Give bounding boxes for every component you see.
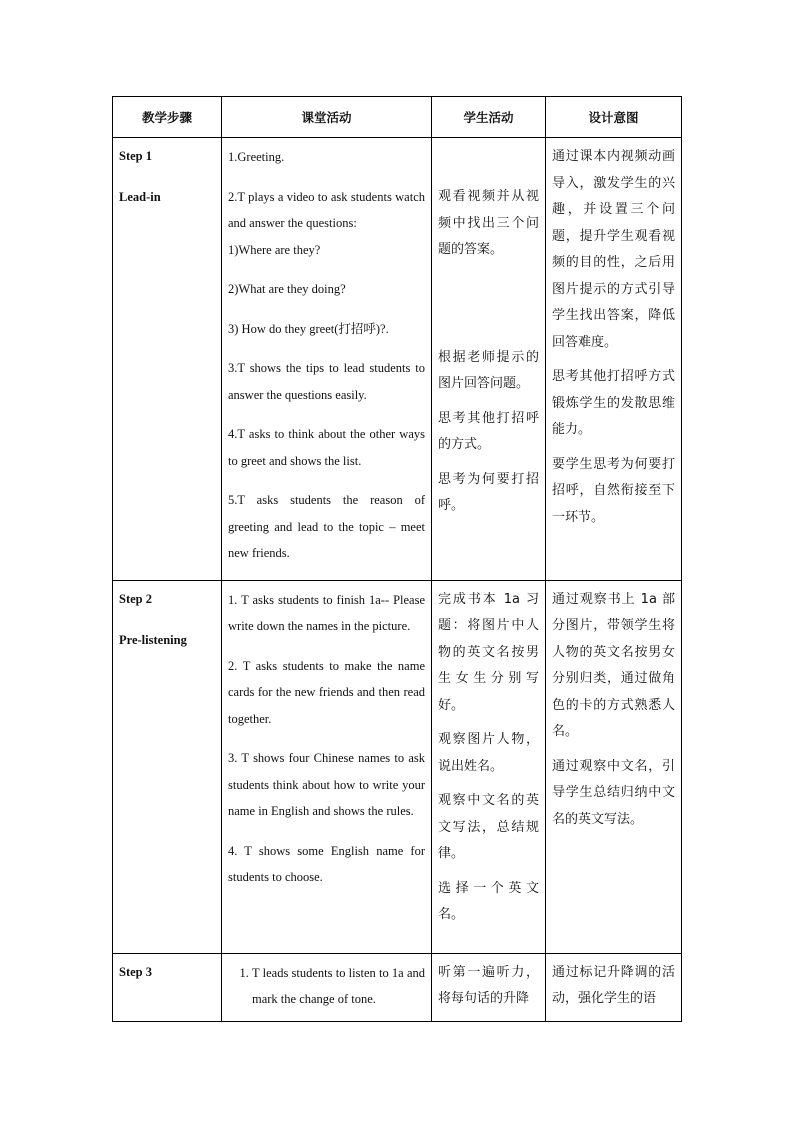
- purpose-line: 要学生思考为何要打招呼，自然衔接至下一环节。: [552, 456, 675, 525]
- student-line: 思考为何要打招呼。: [438, 471, 539, 513]
- activity-line: 4.T asks to think about the other ways to greet and shows the list.: [228, 427, 425, 468]
- design-intent-cell: [546, 580, 682, 953]
- purpose-line: 通过课本内视频动画导入，激发学生的兴趣，并设置三个问题，提升学生观看视频的目的性，之后用图片提示的方式引导学生找出答案，降低回答难度。: [552, 149, 675, 350]
- student-line: 完成书本 1a 习题：将图片中人物的英文名按男生女生分别写好。: [438, 591, 539, 713]
- activity-line: 3. T shows four Chinese names to ask students think about how to write your name in English and shows the rules.: [228, 751, 425, 818]
- step-cell: [113, 953, 222, 1021]
- header-student-activity: 学生活动: [432, 97, 546, 138]
- activity-line: 4. T shows some English name for students to choose.: [228, 843, 425, 884]
- table-row: [113, 953, 682, 1021]
- student-line: 选择一个英文名。: [438, 880, 539, 922]
- activity-line: 3.T shows the tips to lead students to answer the questions easily.: [228, 361, 425, 402]
- activity-line: 1. T asks students to finish 1a-- Please write down the names in the picture.: [228, 592, 425, 633]
- student-line: 观察中文名的英文写法，总结规律。: [438, 793, 539, 861]
- activity-line: 3) How do they greet(打招呼)?.: [228, 321, 389, 336]
- activity-line: 1)Where are they?: [228, 242, 321, 257]
- activity-line: 2)What are they doing?: [228, 282, 346, 296]
- student-activity-cell: [432, 580, 546, 953]
- table-row: [113, 138, 682, 581]
- purpose-line: 思考其他打招呼方式锻炼学生的发散思维能力。: [552, 369, 675, 437]
- activity-list: [228, 960, 425, 1013]
- stage-label: Lead-in: [119, 190, 161, 204]
- activity-list-item: 1. T leads students to listen to 1a and mark the change of tone.: [252, 960, 425, 1013]
- activity-line: 5.T asks students the reason of greeting and lead to the topic – meet new friends.: [228, 493, 425, 560]
- step-label: Step 3: [119, 964, 152, 979]
- activity-line: 2. T asks students to make the name cards for the new friends and then read together.: [228, 658, 425, 726]
- header-teaching-step: 教学步骤: [113, 97, 222, 138]
- purpose-line: 通过标记升降调的活动，强化学生的语: [552, 964, 675, 1006]
- step-cell: [113, 138, 222, 581]
- design-intent-cell: [546, 953, 682, 1021]
- step-cell: [113, 580, 222, 953]
- student-line: 观看视频并从视频中找出三个问题的答案。: [438, 189, 539, 257]
- student-line: 听第一遍听力，将每句话的升降: [438, 964, 539, 1006]
- purpose-line: 通过观察中文名，引导学生总结归纳中文名的英文写法。: [552, 758, 675, 827]
- class-activity-cell: [222, 953, 432, 1021]
- step-label: Step 2: [119, 591, 152, 606]
- step-label: Step 1: [119, 149, 152, 163]
- header-class-activity: 课堂活动: [222, 97, 432, 138]
- student-line: 思考其他打招呼的方式。: [438, 410, 539, 452]
- student-line: 观察图片人物，说出姓名。: [438, 732, 539, 774]
- header-row: [113, 97, 682, 138]
- table-row: [113, 580, 682, 953]
- student-activity-cell: [432, 138, 546, 581]
- design-intent-cell: [546, 138, 682, 581]
- student-line: 根据老师提示的图片回答问题。: [438, 349, 539, 391]
- class-activity-cell: [222, 580, 432, 953]
- header-design-intent: 设计意图: [546, 97, 682, 138]
- student-activity-cell: [432, 953, 546, 1021]
- activity-line: 2.T plays a video to ask students watch and answer the questions:: [228, 189, 425, 230]
- stage-label: Pre-listening: [119, 632, 187, 647]
- class-activity-cell: [222, 138, 432, 581]
- activity-line: 1.Greeting.: [228, 150, 285, 164]
- lesson-plan-table: [112, 96, 682, 1022]
- purpose-line: 通过观察书上 1a 部分图片，带领学生将人物的英文名按男女分别归类，通过做角色的卡的方式熟悉人名。: [552, 591, 675, 739]
